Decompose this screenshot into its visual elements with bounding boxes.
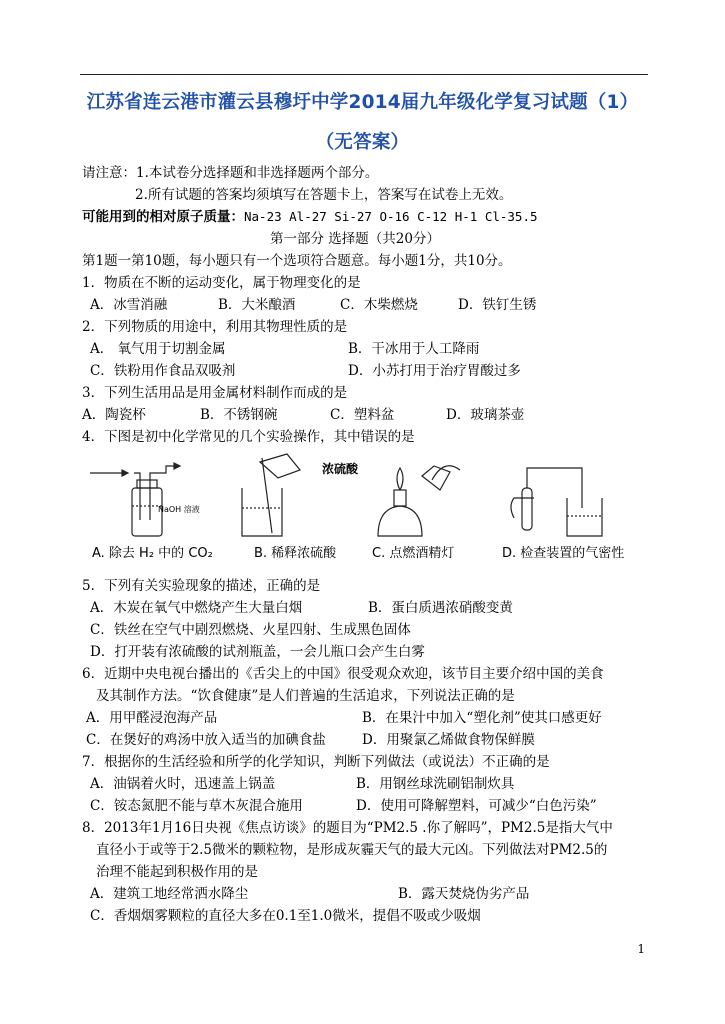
atomic-mass-label: 可能用到的相对原子质量：	[82, 209, 244, 225]
q5-option-b: B．蛋白质遇浓硝酸变黄	[368, 600, 513, 616]
header-rule	[80, 74, 648, 75]
airtightness-check-icon	[511, 468, 602, 536]
q8-option-c: C．香烟烟雾颗粒的直径大多在0.1至1.0微米，提倡不吸或少吸烟	[90, 908, 481, 924]
notice-line-2: 2.所有试题的答案均须填写在答题卡上，答案写在试卷上无效。	[135, 187, 513, 203]
acid-label: 浓硫酸	[322, 462, 359, 476]
notice-line-1: 请注意：1.本试卷分选择题和非选择题两个部分。	[82, 165, 379, 181]
q3-stem: 3．下列生活用品是用金属材料制作而成的是	[82, 385, 348, 401]
q5-option-c: C．铁丝在空气中剧烈燃烧、火星四射、生成黑色固体	[90, 622, 411, 638]
q1-option-a: A．冰雪消融	[90, 297, 168, 313]
q6-option-a: A．用甲醛浸泡海产品	[86, 710, 218, 726]
naoh-label: NaOH 溶液	[158, 505, 200, 514]
q7-option-a: A．油锅着火时，迅速盖上锅盖	[90, 776, 276, 792]
q1-stem: 1．物质在不断的运动变化，属于物理变化的是	[82, 275, 361, 291]
q8-stem-1: 8．2013年1月16日央视《焦点访谈》的题目为“PM2.5 .你了解吗”，PM2.5是指大气中	[82, 820, 613, 836]
q2-stem: 2．下列物质的用途中，利用其物理性质的是	[82, 319, 348, 335]
alcohol-lamp-icon	[378, 466, 460, 536]
q5-option-d: D．打开装有浓硫酸的试剂瓶盖，一会儿瓶口会产生白雾	[90, 644, 425, 660]
q8-option-b: B．露天焚烧伪劣产品	[398, 886, 530, 902]
q5-stem: 5．下列有关实验现象的描述，正确的是	[82, 578, 321, 594]
q3-option-b: B．不锈钢碗	[200, 407, 278, 423]
q8-stem-3: 治理不能起到积极作用的是	[96, 864, 258, 880]
q4-experiment-figure	[82, 448, 652, 568]
q4-caption-d: D. 检查装置的气密性	[502, 546, 625, 561]
q7-stem: 7．根据你的生活经验和所学的化学知识，判断下列做法（或说法）不正确的是	[82, 754, 550, 770]
q7-option-d: D．使用可降解塑料，可减少“白色污染”	[356, 798, 597, 814]
document-title: 江苏省连云港市灌云县穆圩中学2014届九年级化学复习试题（1）	[86, 92, 639, 113]
q8-stem-2: 直径小于或等于2.5微米的颗粒物，是形成灰霾天气的最大元凶。下列做法对PM2.5的	[96, 842, 608, 858]
q1-option-c: C．木柴燃烧	[340, 297, 418, 313]
gas-washing-bottle-icon	[90, 463, 180, 536]
page-number: 1	[637, 942, 645, 956]
q6-option-d: D．用聚氯乙烯做食物保鲜膜	[362, 732, 535, 748]
q4-stem: 4．下图是初中化学常见的几个实验操作，其中错误的是	[82, 429, 415, 445]
q6-option-b: B．在果汁中加入“塑化剂”使其口感更好	[362, 710, 602, 726]
q8-option-a: A．建筑工地经常洒水降尘	[90, 886, 249, 902]
q3-option-d: D．玻璃茶壶	[446, 407, 525, 423]
q4-caption-b: B. 稀释浓硫酸	[254, 546, 337, 561]
q7-option-c: C．铵态氮肥不能与草木灰混合施用	[90, 798, 303, 814]
atomic-mass-line	[82, 209, 538, 225]
q7-option-b: B．用钢丝球洗刷铝制炊具	[356, 776, 515, 792]
q6-stem-2: 及其制作方法。“饮食健康”是人们普遍的生活追求，下列说法正确的是	[96, 688, 515, 704]
beaker-dilution-icon	[242, 454, 300, 536]
section-instruction: 第1题一第10题，每小题只有一个选项符合题意。每小题1分，共10分。	[82, 253, 512, 269]
q1-option-b: B．大米酿酒	[218, 297, 296, 313]
q3-option-c: C．塑料盆	[330, 407, 395, 423]
q6-option-c: C．在煲好的鸡汤中放入适当的加碘食盐	[86, 732, 326, 748]
q6-stem-1: 6．近期中央电视台播出的《舌尖上的中国》很受观众欢迎，该节目主要介绍中国的美食	[82, 666, 604, 682]
q1-option-d: D．铁钉生锈	[458, 297, 537, 313]
q2-option-d: D．小苏打用于治疗胃酸过多	[348, 363, 521, 379]
q3-option-a: A．陶瓷杯	[82, 407, 146, 423]
q4-caption-c: C. 点燃酒精灯	[372, 546, 455, 561]
document-subtitle: （无答案）	[315, 132, 410, 153]
q4-caption-a: A. 除去 H₂ 中的 CO₂	[92, 546, 213, 561]
section-heading: 第一部分 选择题（共20分）	[270, 231, 440, 247]
q2-option-a: A． 氧气用于切割金属	[90, 341, 226, 357]
q2-option-c: C．铁粉用作食品双吸剂	[90, 363, 236, 379]
atomic-mass-values: Na-23 Al-27 Si-27 O-16 C-12 H-1 Cl-35.5	[244, 209, 538, 224]
q2-option-b: B．干冰用于人工降雨	[348, 341, 480, 357]
q4-experiment-illustrations	[82, 448, 652, 543]
q5-option-a: A．木炭在氧气中燃烧产生大量白烟	[90, 600, 303, 616]
